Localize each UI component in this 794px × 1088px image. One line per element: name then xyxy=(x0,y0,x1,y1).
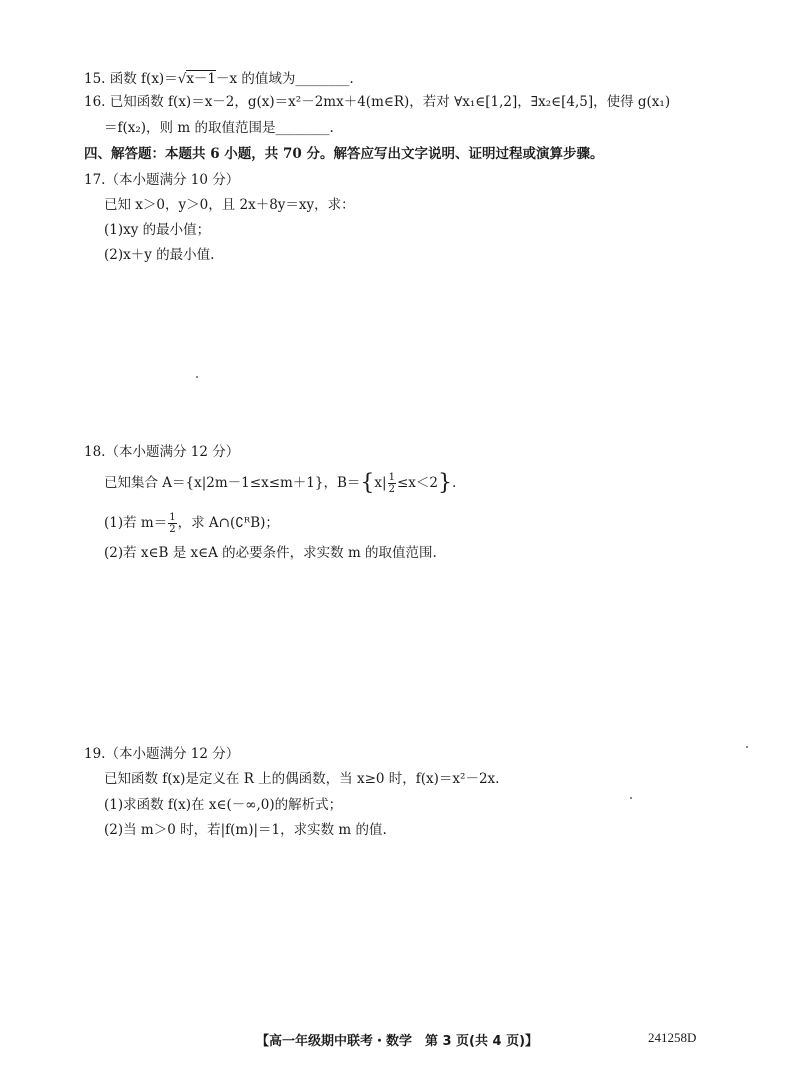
question-19-part-1: (1)求函数 f(x)在 x∈(－∞,0)的解析式； xyxy=(104,797,343,813)
question-18-header: 18.（本小题满分 12 分） xyxy=(84,444,240,460)
fraction-numerator: 1 xyxy=(388,472,395,483)
q18-set-b-prefix: x| xyxy=(374,475,387,491)
fraction-one-half xyxy=(168,512,176,535)
question-17-stem: 已知 x＞0，y＞0，且 2x＋8y＝xy，求： xyxy=(104,197,355,213)
fraction-numerator: 1 xyxy=(169,512,176,523)
section-4-heading: 四、解答题：本题共 6 小题，共 70 分。解答应写出文字说明、证明过程或演算步骤。 xyxy=(84,146,604,162)
q18-set-b-suffix: ≤x＜2 xyxy=(396,475,438,491)
left-brace: { xyxy=(360,470,375,496)
fraction-denominator: 2 xyxy=(169,524,176,535)
document-code: 241258D xyxy=(648,1030,697,1045)
q15-radicand: x－1 xyxy=(186,71,217,87)
question-19-header: 19.（本小题满分 12 分） xyxy=(84,746,240,762)
fraction-one-half xyxy=(388,472,396,495)
scan-speck xyxy=(746,746,748,748)
q15-text-b: －x 的值域为________. xyxy=(216,71,354,87)
fraction-denominator: 2 xyxy=(388,484,395,495)
question-17-part-1: (1)xy 的最小值； xyxy=(104,222,211,238)
q18-stem-end: . xyxy=(451,475,457,491)
scan-speck xyxy=(630,797,632,799)
sqrt-symbol: √ xyxy=(177,71,187,87)
question-18-part-1 xyxy=(104,512,784,535)
question-17-part-2: (2)x＋y 的最小值. xyxy=(104,247,215,263)
question-16-line-1: 16. 已知函数 f(x)＝x－2，g(x)＝x²－2mx＋4(m∈R)，若对 ∀x₁∈[1,2]，∃x₂∈[4,5]，使得 g(x₁) xyxy=(84,94,671,110)
question-18-stem xyxy=(104,472,784,495)
question-17-header: 17.（本小题满分 10 分） xyxy=(84,172,240,188)
right-brace: } xyxy=(437,470,452,496)
question-19-stem: 已知函数 f(x)是定义在 R 上的偶函数，当 x≥0 时，f(x)＝x²－2x. xyxy=(104,771,500,787)
page-footer: 【高一年级期中联考・数学 第 3 页(共 4 页)】 xyxy=(255,1034,539,1049)
q15-text-a: 15. 函数 f(x)＝ xyxy=(84,71,178,87)
scan-speck xyxy=(196,376,198,378)
q18-part1-text-b: ，求 A∩(∁ᴿB)； xyxy=(177,515,279,531)
question-16-line-2: ＝f(x₂)，则 m 的取值范围是________. xyxy=(104,120,334,136)
q18-part1-text-a: (1)若 m＝ xyxy=(104,515,168,531)
question-18-part-2: (2)若 x∈B 是 x∈A 的必要条件，求实数 m 的取值范围. xyxy=(104,545,437,561)
question-19-part-2: (2)当 m＞0 时，若|f(m)|＝1，求实数 m 的值. xyxy=(104,822,387,838)
question-15 xyxy=(84,70,764,88)
q18-stem-text: 已知集合 A＝{x|2m－1≤x≤m＋1}，B＝ xyxy=(104,475,361,491)
